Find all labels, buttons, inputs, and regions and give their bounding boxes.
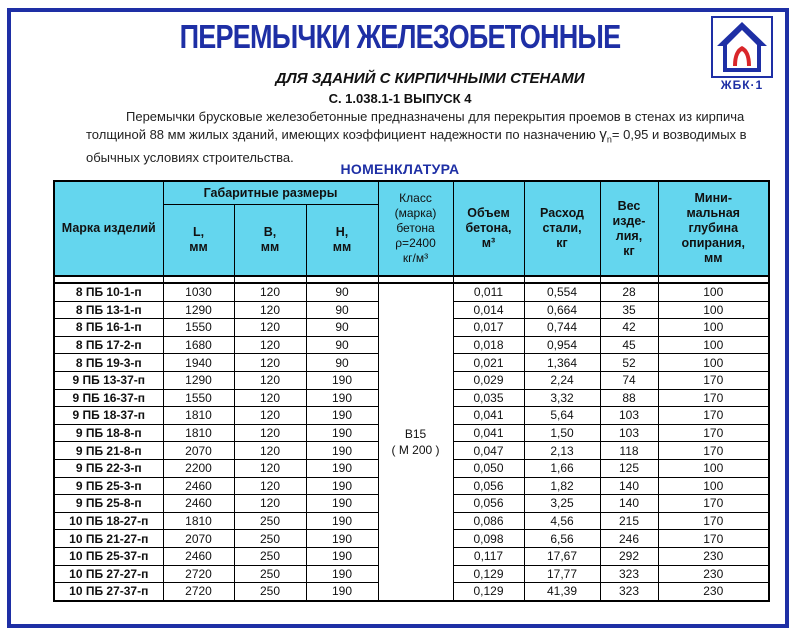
cell-depth: 230 [658,547,769,565]
cell-mark: 10 ПБ 27-37-п [54,583,163,601]
cell-height: 190 [306,477,378,495]
cell-width: 120 [234,336,306,354]
cell-depth: 230 [658,565,769,583]
cell-steel: 6,56 [524,530,600,548]
cell-height: 190 [306,583,378,601]
description-line-2-end: = 0,95 и возводимых в [611,127,747,142]
cell-weight: 292 [600,547,658,565]
cell-width: 120 [234,319,306,337]
cell-mark: 10 ПБ 27-27-п [54,565,163,583]
cell-height: 190 [306,442,378,460]
cell-length: 2720 [163,583,234,601]
cell-mark: 9 ПБ 13-37-п [54,371,163,389]
cell-depth: 170 [658,407,769,425]
cell-weight: 323 [600,565,658,583]
cell-mark: 8 ПБ 10-1-п [54,283,163,301]
header-steel: Расход стали, кг [524,181,600,276]
cell-length: 1940 [163,354,234,372]
cell-steel: 2,13 [524,442,600,460]
cell-length: 1810 [163,407,234,425]
cell-height: 190 [306,512,378,530]
cell-steel: 2,24 [524,371,600,389]
description-paragraph [86,108,776,167]
cell-width: 250 [234,565,306,583]
cell-volume: 0,014 [453,301,524,319]
cell-mark: 10 ПБ 25-37-п [54,547,163,565]
cell-weight: 35 [600,301,658,319]
cell-height: 90 [306,336,378,354]
cell-length: 1680 [163,336,234,354]
cell-volume: 0,018 [453,336,524,354]
cell-width: 250 [234,530,306,548]
cell-width: 120 [234,389,306,407]
cell-steel: 3,32 [524,389,600,407]
cell-depth: 170 [658,530,769,548]
cell-weight: 215 [600,512,658,530]
cell-depth: 100 [658,459,769,477]
cell-length: 2460 [163,477,234,495]
header-L: L, мм [163,205,234,277]
cell-mark: 9 ПБ 18-37-п [54,407,163,425]
cell-depth: 100 [658,354,769,372]
cell-weight: 118 [600,442,658,460]
cell-concrete-class [378,283,453,601]
cell-height: 190 [306,495,378,513]
cell-depth: 170 [658,512,769,530]
cell-steel: 41,39 [524,583,600,601]
cell-volume: 0,017 [453,319,524,337]
cell-weight: 140 [600,477,658,495]
cell-steel: 1,364 [524,354,600,372]
cell-length: 1550 [163,319,234,337]
cell-steel: 1,82 [524,477,600,495]
cell-width: 120 [234,407,306,425]
cell-weight: 103 [600,424,658,442]
cell-height: 90 [306,283,378,301]
cell-depth: 100 [658,283,769,301]
section-title: НОМЕНКЛАТУРА [340,161,460,177]
cell-steel: 1,50 [524,424,600,442]
cell-height: 190 [306,547,378,565]
cell-weight: 52 [600,354,658,372]
cell-volume: 0,129 [453,565,524,583]
cell-steel: 0,954 [524,336,600,354]
cell-length: 2460 [163,547,234,565]
cell-mark: 8 ПБ 19-3-п [54,354,163,372]
header-concrete-class: Класс (марка) бетона ρ=2400 кг/м³ [378,181,453,276]
cell-height: 190 [306,389,378,407]
cell-volume: 0,050 [453,459,524,477]
cell-volume: 0,021 [453,354,524,372]
cell-mark: 9 ПБ 16-37-п [54,389,163,407]
cell-length: 1290 [163,301,234,319]
cell-volume: 0,029 [453,371,524,389]
cell-width: 120 [234,354,306,372]
cell-length: 2070 [163,442,234,460]
nomenclature-table [53,180,770,602]
cell-height: 190 [306,424,378,442]
cell-mark: 9 ПБ 25-8-п [54,495,163,513]
cell-volume: 0,098 [453,530,524,548]
cell-weight: 45 [600,336,658,354]
cell-volume: 0,056 [453,477,524,495]
cell-height: 190 [306,371,378,389]
cell-width: 120 [234,424,306,442]
cell-depth: 170 [658,424,769,442]
cell-length: 2460 [163,495,234,513]
header-weight: Вес изде- лия, кг [600,181,658,276]
cell-length: 2720 [163,565,234,583]
description-line-1: Перемычки брусковые железобетонные предназначены для перекрытия проемов в стенах из кирпича [126,109,745,124]
cell-weight: 323 [600,583,658,601]
cell-volume: 0,056 [453,495,524,513]
header-dimensions: Габаритные размеры [163,181,378,205]
cell-height: 190 [306,565,378,583]
cell-volume: 0,129 [453,583,524,601]
cell-length: 1810 [163,512,234,530]
cell-steel: 4,56 [524,512,600,530]
cell-height: 90 [306,354,378,372]
cell-depth: 100 [658,477,769,495]
cell-depth: 100 [658,301,769,319]
header-H: H, мм [306,205,378,277]
cell-mark: 9 ПБ 22-3-п [54,459,163,477]
cell-steel: 17,77 [524,565,600,583]
cell-mark: 10 ПБ 21-27-п [54,530,163,548]
page-title: ПЕРЕМЫЧКИ ЖЕЛЕЗОБЕТОННЫЕ [179,18,621,55]
cell-height: 190 [306,459,378,477]
cell-height: 90 [306,301,378,319]
cell-steel: 3,25 [524,495,600,513]
cell-weight: 246 [600,530,658,548]
cell-mark: 8 ПБ 17-2-п [54,336,163,354]
cell-length: 1290 [163,371,234,389]
logo-text: ЖБК·1 [720,78,764,92]
cell-depth: 100 [658,336,769,354]
header-B: B, мм [234,205,306,277]
cell-weight: 74 [600,371,658,389]
cell-height: 90 [306,319,378,337]
cell-weight: 88 [600,389,658,407]
table-row [54,283,769,301]
cell-mark: 9 ПБ 21-8-п [54,442,163,460]
cell-depth: 170 [658,371,769,389]
cell-length: 2070 [163,530,234,548]
cell-width: 120 [234,477,306,495]
cell-volume: 0,041 [453,407,524,425]
cell-length: 1810 [163,424,234,442]
cell-steel: 0,744 [524,319,600,337]
gamma-symbol: $\gamma_n$ [599,126,612,145]
cell-width: 120 [234,371,306,389]
cell-steel: 5,64 [524,407,600,425]
cell-length: 1550 [163,389,234,407]
cell-height: 190 [306,530,378,548]
page-subtitle: ДЛЯ ЗДАНИЙ С КИРПИЧНЫМИ СТЕНАМИ [275,70,585,87]
cell-depth: 170 [658,442,769,460]
cell-steel: 0,664 [524,301,600,319]
cell-steel: 17,67 [524,547,600,565]
cell-volume: 0,041 [453,424,524,442]
cell-depth: 100 [658,319,769,337]
cell-width: 120 [234,283,306,301]
cell-width: 120 [234,459,306,477]
cell-volume: 0,011 [453,283,524,301]
description-line-2: толщиной 88 мм жилых зданий, имеющих коэффициент надежности по назначению [86,127,600,142]
header-mark: Марка изделий [54,181,163,276]
cell-width: 120 [234,301,306,319]
cell-volume: 0,117 [453,547,524,565]
cell-height: 190 [306,407,378,425]
cell-steel: 0,554 [524,283,600,301]
cell-volume: 0,047 [453,442,524,460]
cell-mark: 9 ПБ 18-8-п [54,424,163,442]
cell-weight: 125 [600,459,658,477]
cell-length: 2200 [163,459,234,477]
cell-mark: 8 ПБ 13-1-п [54,301,163,319]
cell-steel: 1,66 [524,459,600,477]
cell-length: 1030 [163,283,234,301]
cell-width: 120 [234,495,306,513]
cell-weight: 103 [600,407,658,425]
cell-mark: 9 ПБ 25-3-п [54,477,163,495]
cell-weight: 28 [600,283,658,301]
cell-width: 250 [234,547,306,565]
cell-depth: 170 [658,495,769,513]
cell-mark: 8 ПБ 16-1-п [54,319,163,337]
concrete-mark-value: ( М 200 ) [391,442,440,457]
cell-volume: 0,035 [453,389,524,407]
cell-weight: 42 [600,319,658,337]
cell-depth: 170 [658,389,769,407]
cell-weight: 140 [600,495,658,513]
header-depth: Мини- мальная глубина опирания, мм [658,181,769,276]
description-line-3: обычных условиях строительства. [86,149,294,165]
series-number: С. 1.038.1-1 ВЫПУСК 4 [328,91,472,106]
cell-mark: 10 ПБ 18-27-п [54,512,163,530]
concrete-class-value: B15 [404,426,427,441]
header-volume: Объем бетона, м³ [453,181,524,276]
cell-depth: 230 [658,583,769,601]
cell-width: 120 [234,442,306,460]
cell-volume: 0,086 [453,512,524,530]
cell-width: 250 [234,583,306,601]
cell-width: 250 [234,512,306,530]
